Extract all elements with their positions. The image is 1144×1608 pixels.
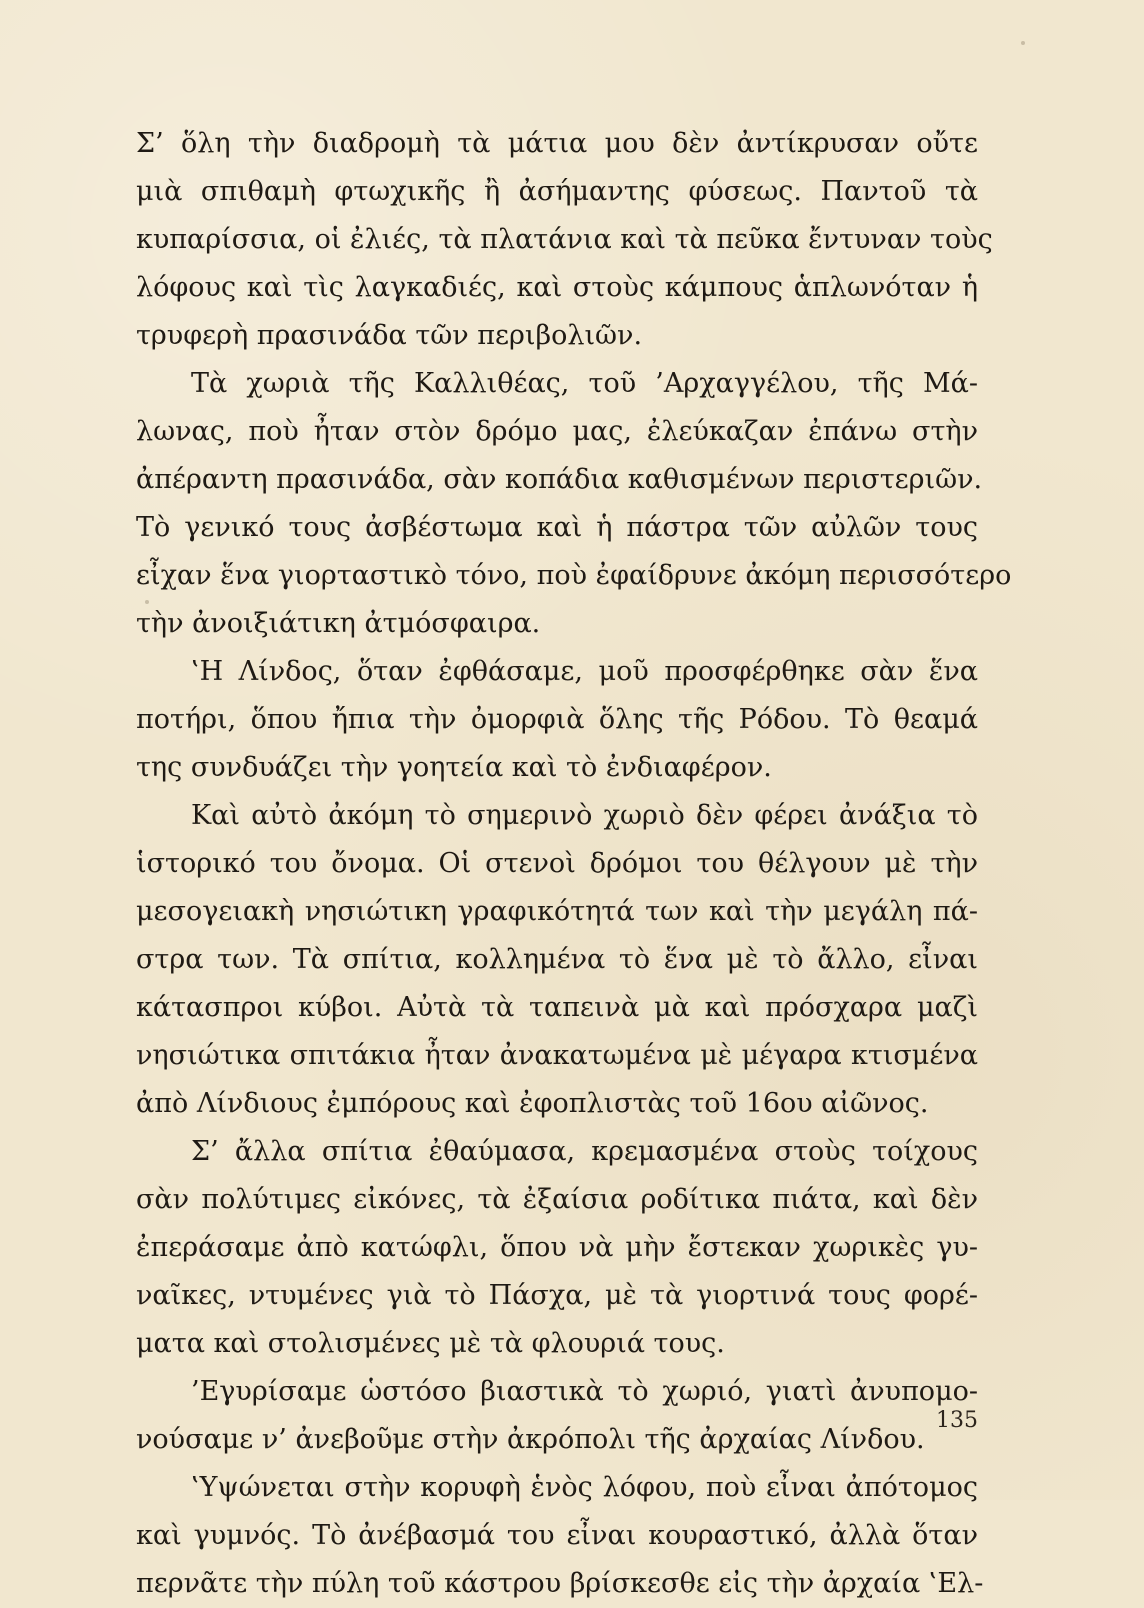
page-number: 135 [936, 1408, 978, 1433]
text-line: λόφους καὶ τὶς λαγκαδιές, καὶ στοὺς κάμπους ἁπλωνόταν ἡ [136, 272, 978, 303]
paper-speck [393, 1437, 397, 1441]
text-line: εἶχαν ἕνα γιορταστικὸ τόνο, ποὺ ἐφαίδρυνε ἀκόμη περισσότερο [136, 560, 1012, 591]
text-line: καὶ γυμνός. Τὸ ἀνέβασμά του εἶναι κουραστικό, ἀλλὰ ὅταν [136, 1520, 978, 1551]
text-line: ‛Η Λίνδος, ὅταν ἐφθάσαμε, μοῦ προσφέρθηκε σὰν ἕνα [191, 656, 978, 687]
text-line: Σ’ ἄλλα σπίτια ἐθαύμασα, κρεμασμένα στοὺς τοίχους [191, 1136, 978, 1167]
text-line: στρα των. Τὰ σπίτια, κολλημένα τὸ ἕνα μὲ τὸ ἄλλο, εἶναι [136, 944, 978, 975]
text-line: Καὶ αὐτὸ ἀκόμη τὸ σημερινὸ χωριὸ δὲν φέρει ἀνάξια τὸ [191, 800, 978, 831]
text-line: τὴν ἀνοιξιάτικη ἀτμόσφαιρα. [136, 608, 541, 639]
text-line: νησιώτικα σπιτάκια ἦταν ἀνακατωμένα μὲ μέγαρα κτισμένα [136, 1040, 978, 1071]
text-line: μεσογειακὴ νησιώτικη γραφικότητά των καὶ τὴν μεγάλη πά- [136, 896, 978, 927]
text-line: κάτασπροι κύβοι. Αὐτὰ τὰ ταπεινὰ μὰ καὶ πρόσχαρα μαζὶ [136, 992, 978, 1023]
text-line: Σ’ ὅλη τὴν διαδρομὴ τὰ μάτια μου δὲν ἀντίκρυσαν οὔτε [136, 128, 978, 159]
text-line: λωνας, ποὺ ἦταν στὸν δρόμο μας, ἐλεύκαζαν ἐπάνω στὴν [136, 416, 978, 447]
body-text [136, 120, 1012, 1608]
text-line: νούσαμε ν’ ἀνεβοῦμε στὴν ἀκρόπολι τῆς ἀρχαίας Λίνδου. [136, 1424, 925, 1455]
text-line: ἀπὸ Λίνδιους ἐμπόρους καὶ ἐφοπλιστὰς τοῦ 16ου αἰῶνος. [136, 1088, 929, 1119]
text-line: μιὰ σπιθαμὴ φτωχικῆς ἢ ἀσήμαντης φύσεως. Παντοῦ τὰ [136, 176, 978, 207]
text-line: κυπαρίσσια, οἱ ἐλιές, τὰ πλατάνια καὶ τὰ πεῦκα ἔντυναν τοὺς [136, 224, 993, 255]
text-line: ἐπεράσαμε ἀπὸ κατώφλι, ὅπου νὰ μὴν ἔστεκαν χωρικὲς γυ- [136, 1232, 978, 1263]
text-line: Τὸ γενικό τους ἀσβέστωμα καὶ ἡ πάστρα τῶν αὐλῶν τους [136, 512, 978, 543]
text-line: της συνδυάζει τὴν γοητεία καὶ τὸ ἐνδιαφέρον. [136, 752, 772, 783]
text-line: ναῖκες, ντυμένες γιὰ τὸ Πάσχα, μὲ τὰ γιορτινά τους φορέ- [136, 1280, 978, 1311]
text-line: ματα καὶ στολισμένες μὲ τὰ φλουριά τους. [136, 1328, 725, 1359]
text-line: περνᾶτε τὴν πύλη τοῦ κάστρου βρίσκεσθε εἰς τὴν ἀρχαία ‛Ελ- [136, 1568, 984, 1599]
text-line: Τὰ χωριὰ τῆς Καλλιθέας, τοῦ ’Αρχαγγέλου, τῆς Μά- [191, 368, 978, 399]
text-line: σὰν πολύτιμες εἰκόνες, τὰ ἐξαίσια ροδίτικα πιάτα, καὶ δὲν [136, 1184, 978, 1215]
text-line: ἱστορικό του ὄνομα. Οἱ στενοὶ δρόμοι του θέλγουν μὲ τὴν [136, 848, 978, 879]
paper-speck [145, 600, 149, 604]
text-line: ποτήρι, ὅπου ἤπια τὴν ὀμορφιὰ ὅλης τῆς Ρόδου. Τὸ θεαμά [136, 704, 978, 735]
paper-speck [1021, 41, 1025, 45]
text-line: ‛Υψώνεται στὴν κορυφὴ ἑνὸς λόφου, ποὺ εἶναι ἀπότομος [191, 1472, 978, 1503]
text-line: ἀπέραντη πρασινάδα, σὰν κοπάδια καθισμένων περιστεριῶν. [136, 464, 983, 495]
text-line: τρυφερὴ πρασινάδα τῶν περιβολιῶν. [136, 320, 643, 351]
text-line: ’Εγυρίσαμε ὡστόσο βιαστικὰ τὸ χωριό, γιατὶ ἀνυπομο- [191, 1376, 978, 1407]
